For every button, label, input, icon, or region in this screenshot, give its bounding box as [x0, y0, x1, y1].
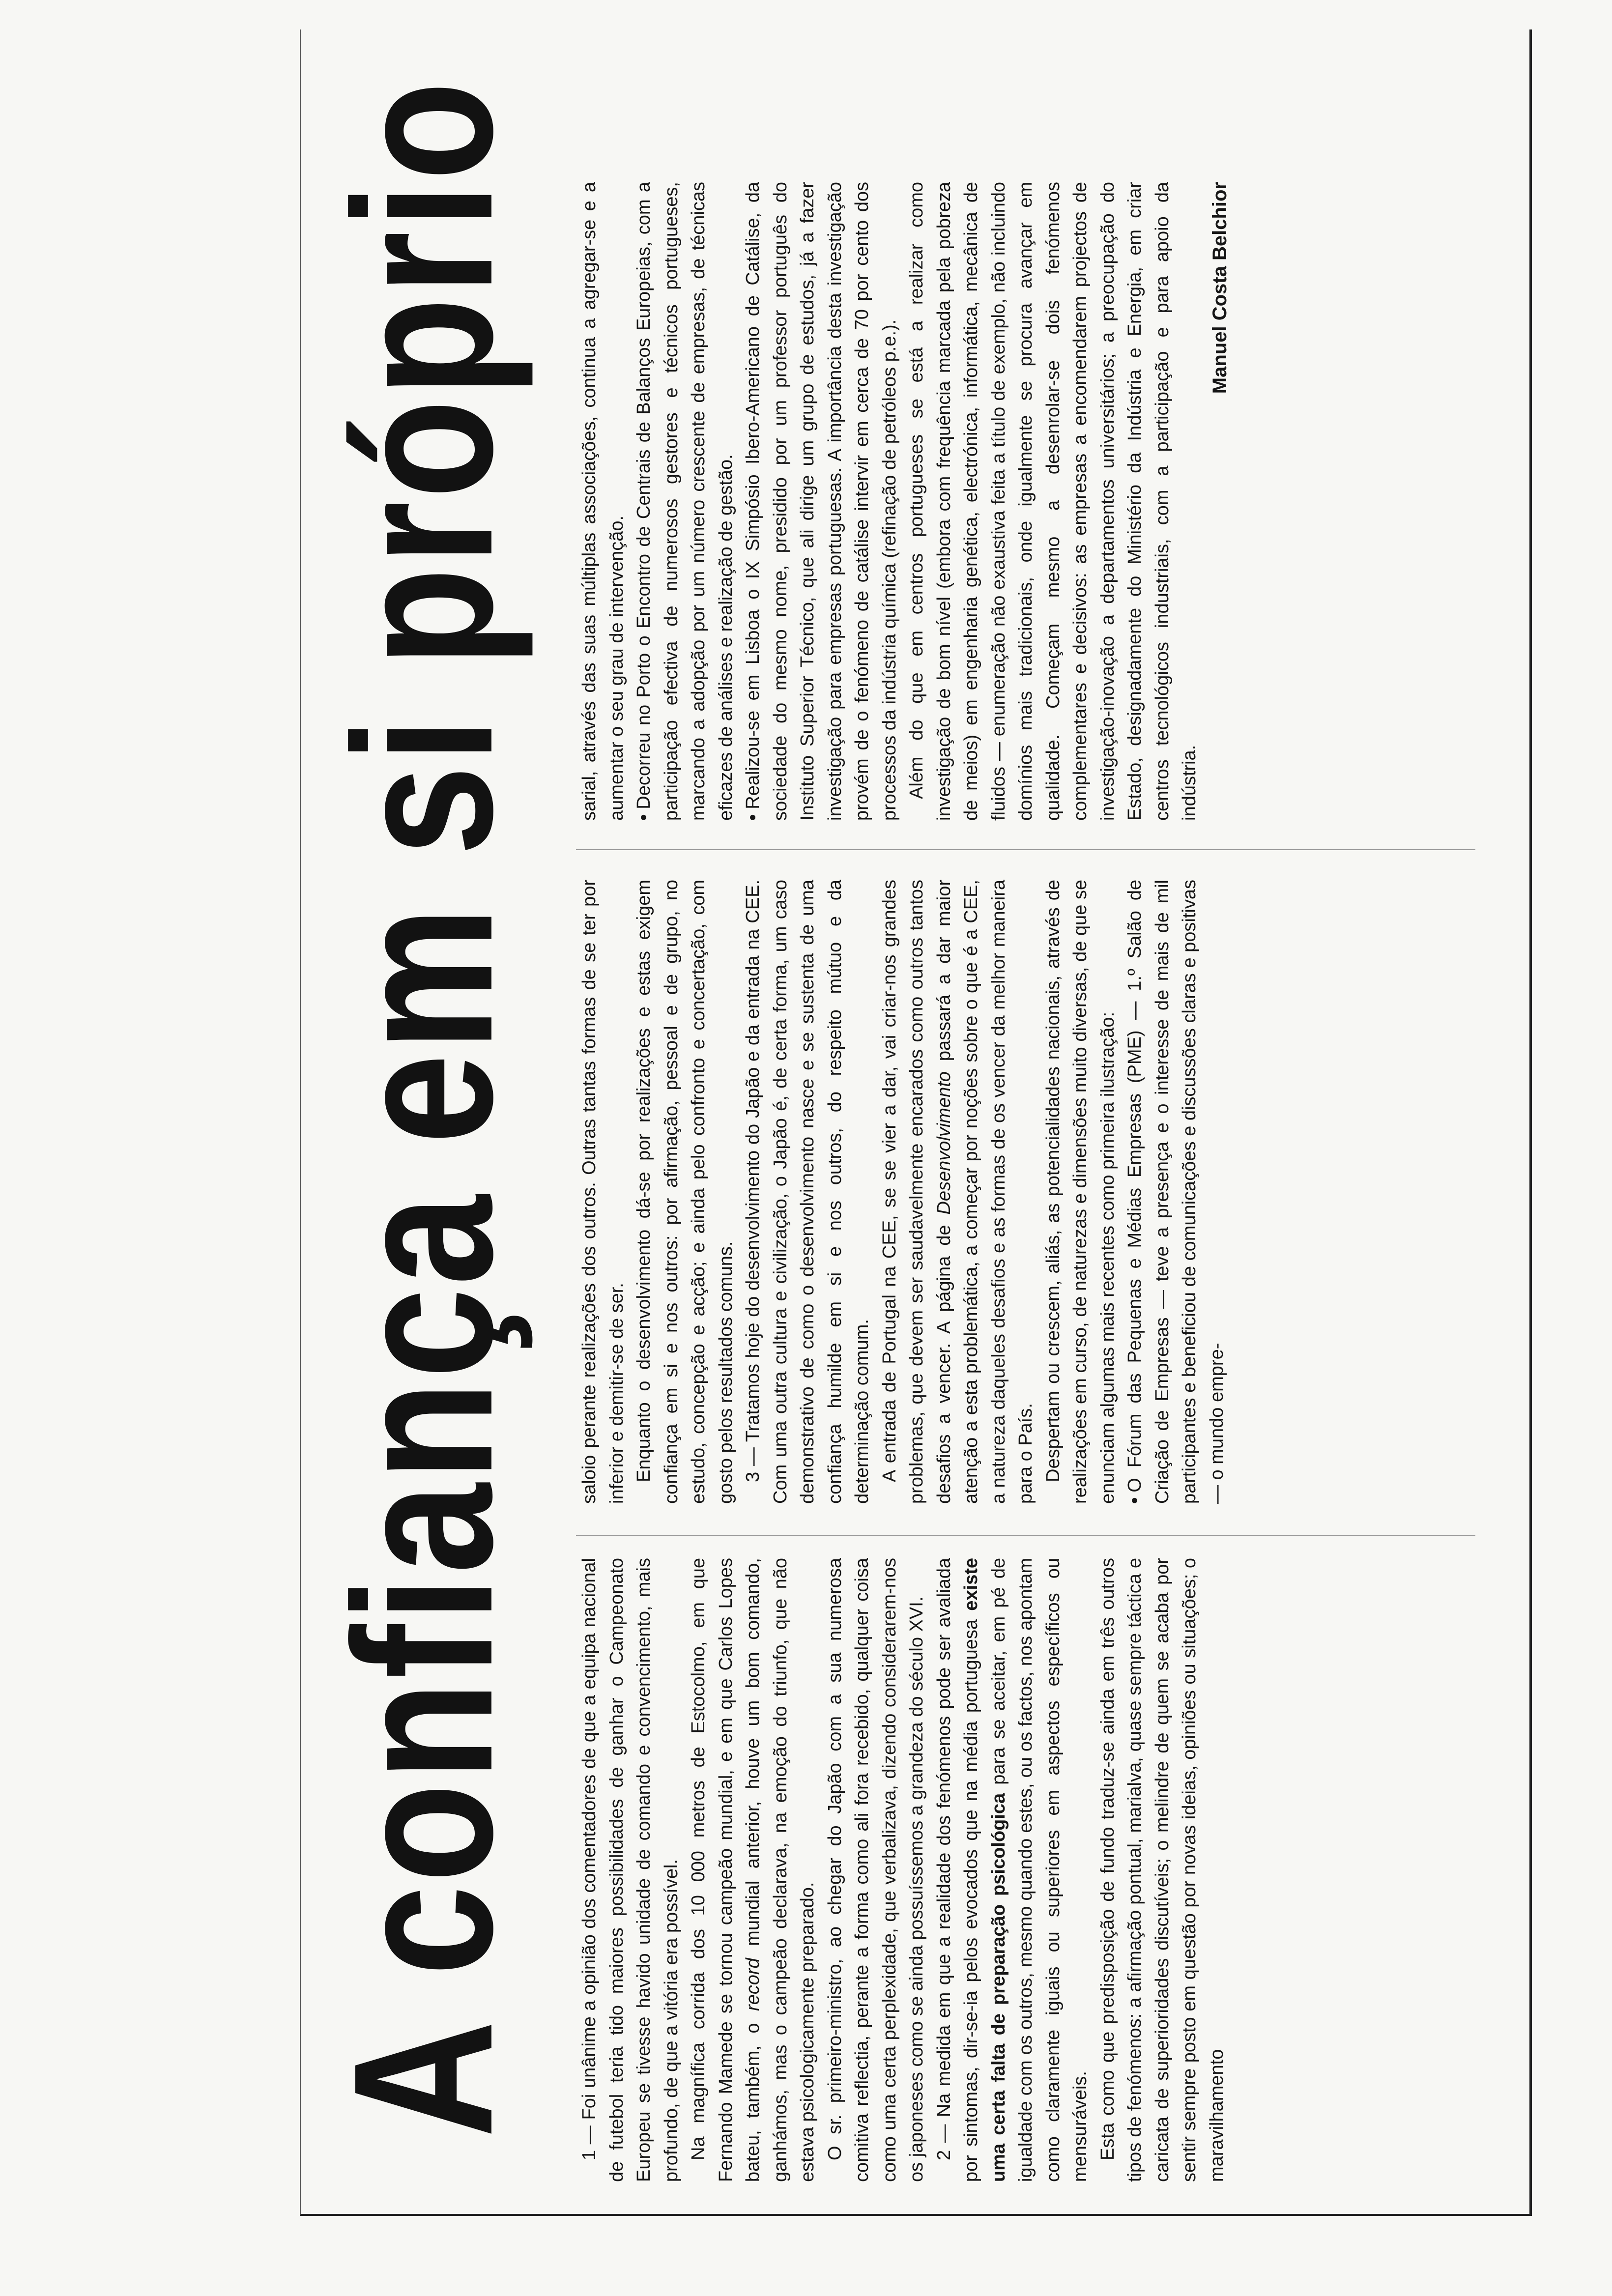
paragraph: Esta como que predisposição de fundo traduz-se ainda em três outros tipos de fenómenos: a afirmação pontual, marialva, quase sempre táctica e caricata de superioridades discutíveis; o melindre de quem se acaba por sentir sempre posto em questão por novas ideias, opiniões ou situações; o maravilhamento — [1097, 1558, 1227, 2182]
headline: A confiança em si próprio — [312, 78, 534, 2138]
bullet-item: •O Fórum das Pequenas e Médias Empresas (PME) — 1.º Salão de Criação de Empresas — teve a presença e o interesse de mais de mil participantes e beneficiou de comunicações e discussões claras e positivas — o mundo empre- — [1124, 880, 1227, 1504]
column-divider — [576, 1535, 1475, 1536]
column-1 — [576, 1558, 1480, 2182]
paragraph: A entrada de Portugal na CEE, se se vier a dar, vai criar-nos grandes problemas, que devem ser saudavelmente encarados como outros tantos desafios a vencer. A página de Desenvolvimento passará a dar maior atenção a esta problemática, a começar por noções sobre o que é a CEE, a natureza daqueles desafios e as formas de os vencer da melhor maneira para o País. — [879, 880, 1036, 1504]
bullet-icon: • — [1124, 1497, 1145, 1504]
paragraph: saloio perante realizações dos outros. Outras tantas formas de se ter por inferior e demitir-se de ser. — [579, 880, 627, 1504]
column-2 — [576, 880, 1480, 1504]
paragraph: Enquanto o desenvolvimento dá-se por realizações e estas exigem confiança em si e nos outros: por afirmação, pessoal e de grupo, no estudo, concepção e acção; e ainda pelo confronto e concertação, com gosto pelos resultados comuns. — [633, 880, 736, 1504]
column-divider — [576, 849, 1475, 850]
bullet-icon: • — [633, 814, 654, 821]
article — [301, 39, 1520, 2211]
paragraph: Despertam ou crescem, aliás, as potencialidades nacionais, através de realizações em curso, de naturezas e dimensões muito diversas, de que se enunciam algumas mais recentes como primeira ilustração: — [1042, 880, 1118, 1504]
paragraph: O sr. primeiro-ministro, ao chegar do Japão com a sua numerosa comitiva reflectia, perante a forma como ali fora recebido, qualquer coisa como uma certa perplexidade, que verbalizava, dizendo considerarem-nos os japoneses como se ainda possuíssemos a grandeza do século XVI. — [824, 1558, 927, 2182]
bullet-item: •Realizou-se em Lisboa o IX Simpósio Ibero-Americano de Catálise, da sociedade do mesmo nome, presidido por um professor português do Instituto Superior Técnico, que ali dirige um grupo de estudos, já a fazer investigação para empresas portuguesas. A importância desta investigação provém de o fenómeno de catálise intervir em cerca de 70 por cento dos processos da indústria química (refinação de petróleos p.e.). — [743, 182, 900, 821]
paragraph: sarial, através das suas múltiplas associações, continua a agregar-se e a aumentar o seu grau de intervenção. — [579, 182, 627, 821]
paragraph: 1 — Foi unânime a opinião dos comentadores de que a equipa nacional de futebol teria tido maiores possibilidades de ganhar o Campeonato Europeu se tivesse havido unidade de comando e convencimento, mais profundo, de que a vitória era possível. — [579, 1558, 682, 2182]
paragraph: 3 — Tratamos hoje do desenvolvimento do Japão e da entrada na CEE. Com uma outra cultura e civilização, o Japão é, de certa forma, um caso demonstrativo de como o desenvolvimento nasce e se sustenta de uma confiança humilde em si e nos outros, do respeito mútuo e da determinação comum. — [743, 880, 872, 1504]
clipping-frame — [300, 29, 1532, 2216]
author-signature: Manuel Costa Belchior — [1209, 182, 1231, 394]
paragraph: 2 — Na medida em que a realidade dos fenómenos pode ser avaliada por sintomas, dir-se-ia pelos evocados que na média portuguesa existe uma certa falta de preparação psicológica para se aceitar, em pé de igualdade com os outros, mesmo quando estes, ou os factos, nos apontam como claramente iguais ou superiores em aspectos específicos ou mensuráveis. — [933, 1558, 1091, 2182]
paragraph: Na magnífica corrida dos 10 000 metros de Estocolmo, em que Fernando Mamede se tornou campeão mundial, e em que Carlos Lopes bateu, também, o record mundial anterior, houve um bom comando, ganhámos, mas o campeão declarava, na emoção do triunfo, que não estava psicologicamente preparado. — [688, 1558, 818, 2182]
bullet-icon: • — [743, 814, 763, 821]
paragraph: Além do que em centros portugueses se está a realizar como investigação de bom nível (embora com frequência marcada pela pobreza de meios) em engenharia genética, electrónica, informática, mecânica de fluidos — enumeração não exaustiva feita a título de exemplo, não incluindo domínios mais tradicionais, onde igualmente se procura avançar em qualidade. Começam mesmo a desenrolar-se dois fenómenos complementares e decisivos: as empresas a encomendarem projectos de investigação-inovação a departamentos universitários; a preocupação do Estado, designadamente do Ministério da Indústria e Energia, em criar centros tecnológicos industriais, com a participação e para apoio da indústria. — [906, 182, 1200, 821]
column-3 — [576, 182, 1480, 821]
bullet-item: •Decorreu no Porto o Encontro de Centrais de Balanços Europeias, com a participação efectiva de numerosos gestores e técnicos portugueses, marcando a adopção por um número crescente de empresas, de técnicas eficazes de análises e realização de gestão. — [633, 182, 736, 821]
